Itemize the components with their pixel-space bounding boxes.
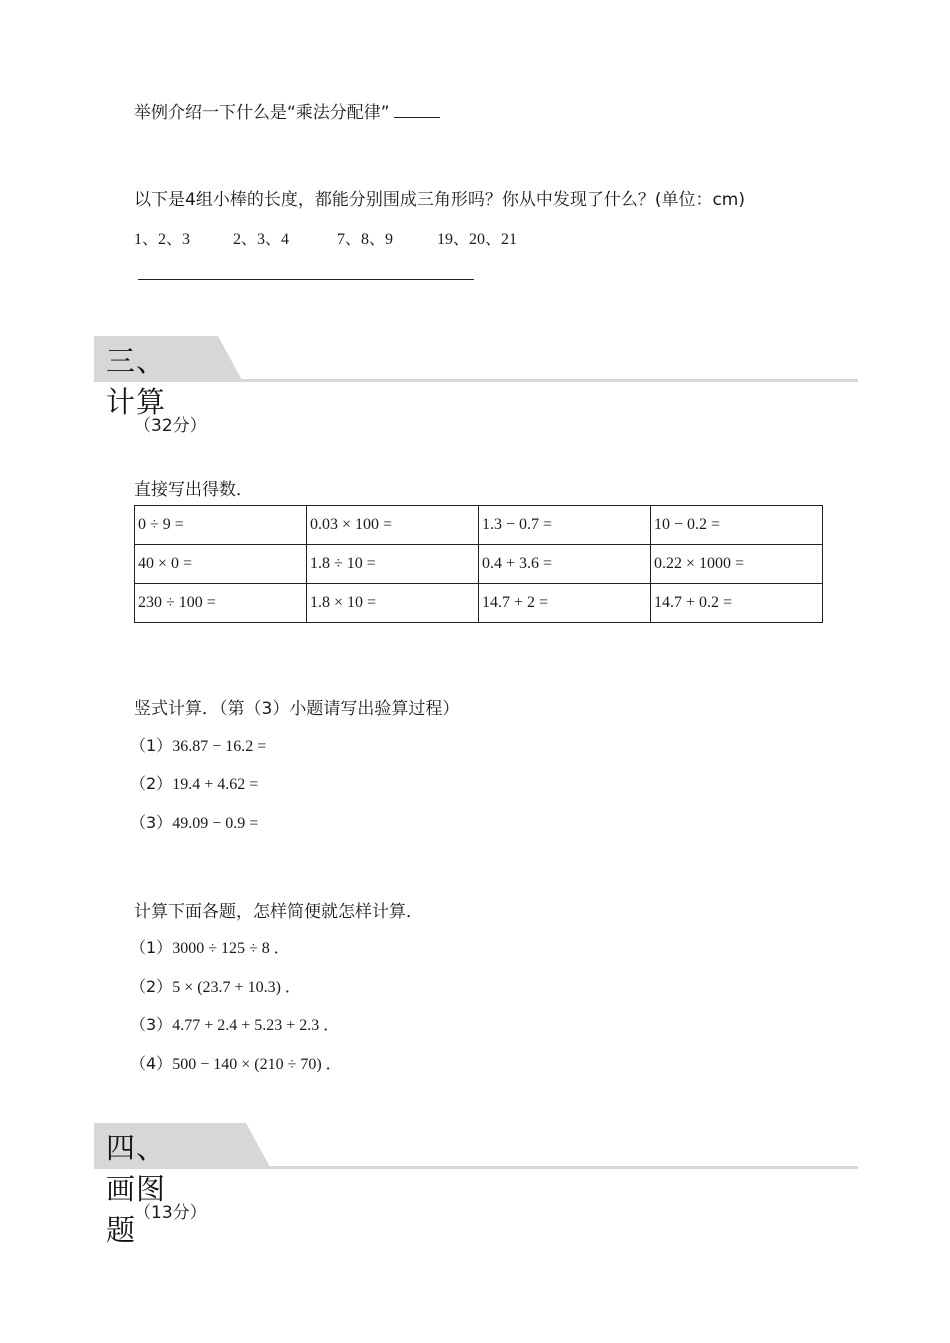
list-item — [130, 1051, 342, 1074]
item-expression: 500 − 140 × (210 ÷ 70) ． — [172, 1056, 342, 1073]
question-triangle: 以下是4组小棒的长度，都能分别围成三角形吗？你从中发现了什么？(单位：cm) — [134, 190, 745, 210]
item-expression: 4.77 + 2.4 + 5.23 + 2.3 ． — [172, 1017, 340, 1034]
table-row — [135, 506, 823, 545]
item-number: （1） — [130, 736, 173, 755]
answer-blank[interactable] — [394, 103, 440, 118]
calc-cell[interactable]: 230 ÷ 100 = — [135, 584, 307, 623]
stick-group-4: 19、20、21 — [437, 231, 518, 248]
item-expression: 3000 ÷ 125 ÷ 8 ． — [172, 940, 290, 957]
stick-group-1: 1、2、3 — [134, 231, 191, 248]
direct-calc-prompt: 直接写出得数． — [134, 480, 253, 500]
item-number: （1） — [130, 938, 173, 957]
item-number: （2） — [130, 977, 173, 996]
calc-cell[interactable]: 10 − 0.2 = — [651, 506, 823, 545]
item-number: （4） — [130, 1054, 173, 1073]
list-item — [130, 974, 301, 997]
table-row — [135, 545, 823, 584]
list-item — [130, 935, 290, 958]
calc-cell[interactable]: 1.8 ÷ 10 = — [307, 545, 479, 584]
calc-cell[interactable]: 0.03 × 100 = — [307, 506, 479, 545]
section-rule — [94, 379, 858, 382]
vertical-calc-prompt: 竖式计算．（第（3）小题请写出验算过程） — [134, 699, 460, 719]
list-item — [130, 733, 266, 756]
item-expression: 5 × (23.7 + 10.3) ． — [172, 979, 301, 996]
direct-calc-table — [134, 505, 823, 623]
question-text: 举例介绍一下什么是“乘法分配律” — [134, 103, 390, 123]
calc-cell[interactable]: 0 ÷ 9 = — [135, 506, 307, 545]
list-item — [130, 1012, 339, 1035]
section-score: （32分） — [134, 416, 207, 436]
calc-cell[interactable]: 14.7 + 2 = — [479, 584, 651, 623]
list-item — [130, 810, 258, 833]
item-expression: 36.87 − 16.2 = — [172, 738, 267, 755]
item-expression: 49.09 − 0.9 = — [172, 815, 259, 832]
answer-line[interactable] — [138, 279, 474, 280]
calc-cell[interactable]: 14.7 + 0.2 = — [651, 584, 823, 623]
item-number: （2） — [130, 774, 173, 793]
simplify-calc-prompt: 计算下面各题，怎样简便就怎样计算． — [134, 902, 423, 922]
section-rule — [94, 1166, 858, 1169]
calc-cell[interactable]: 40 × 0 = — [135, 545, 307, 584]
stick-group-2: 2、3、4 — [233, 231, 290, 248]
calc-cell[interactable]: 0.22 × 1000 = — [651, 545, 823, 584]
item-number: （3） — [130, 1015, 173, 1034]
section-title: 四、画图题 — [106, 1131, 167, 1247]
stick-group-3: 7、8、9 — [337, 231, 394, 248]
item-expression: 19.4 + 4.62 = — [172, 776, 259, 793]
section-score: （13分） — [134, 1203, 207, 1223]
calc-cell[interactable]: 1.3 − 0.7 = — [479, 506, 651, 545]
section-title: 三、计算 — [106, 344, 167, 419]
calc-cell[interactable]: 0.4 + 3.6 = — [479, 545, 651, 584]
calc-cell[interactable]: 1.8 × 10 = — [307, 584, 479, 623]
item-number: （3） — [130, 813, 173, 832]
question-distributive-law — [134, 98, 440, 123]
list-item — [130, 771, 258, 794]
table-row — [135, 584, 823, 623]
